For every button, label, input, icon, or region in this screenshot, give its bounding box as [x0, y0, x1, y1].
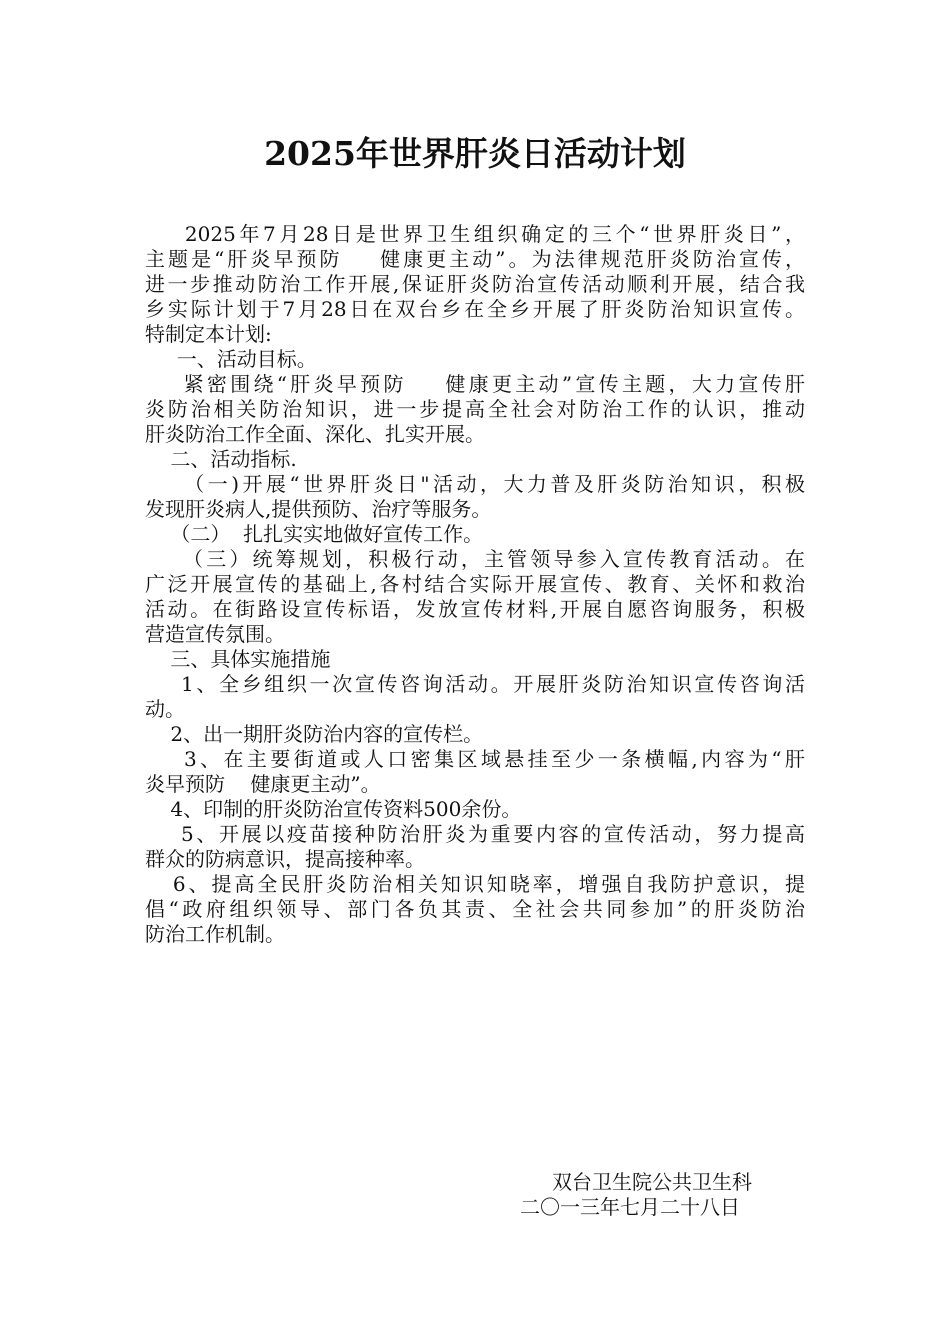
paragraph-line: （二） 扎扎实实地做好宣传工作。: [145, 522, 484, 546]
document-body: [145, 222, 805, 947]
paragraph-line: 倡“政府组织领导、部门各负其责、全社会共同参加”的肝炎防治: [145, 897, 805, 921]
paragraph-line: 3、在主要街道或人口密集区域悬挂至少一条横幅,内容为“肝: [145, 747, 805, 771]
paragraph-line: 动。: [145, 697, 185, 721]
section-heading: 一、活动目标。: [145, 347, 317, 371]
section-heading: 二、活动指标.: [145, 447, 297, 471]
signature-org: 双台卫生院公共卫生科: [552, 1170, 752, 1194]
paragraph-line: 营造宣传氛围。: [145, 622, 285, 646]
paragraph-line: 2、出一期肝炎防治内容的宣传栏。: [145, 722, 484, 746]
paragraph-line: 活动。在街路设宣传标语，发放宣传材料,开展自愿咨询服务，积极: [145, 597, 805, 621]
paragraph-line: 2025年7月28日是世界卫生组织确定的三个“世界肝炎日”，: [145, 222, 805, 246]
section-heading: 三、具体实施措施: [145, 647, 331, 671]
paragraph-line: 4、印制的肝炎防治宣传资料500余份。: [145, 797, 522, 821]
paragraph-line: 6、提高全民肝炎防治相关知识知晓率，增强自我防护意识，提: [145, 872, 805, 896]
paragraph-line: 主题是“肝炎早预防 健康更主动”。为法律规范肝炎防治宣传，: [145, 247, 805, 271]
paragraph-line: 广泛开展宣传的基础上,各村结合实际开展宣传、教育、关怀和救治: [145, 572, 805, 596]
paragraph-line: 紧密围绕“肝炎早预防 健康更主动”宣传主题，大力宣传肝: [145, 372, 805, 396]
paragraph-line: 群众的防病意识，提高接种率。: [145, 847, 425, 871]
paragraph-line: 防治工作机制。: [145, 922, 285, 946]
page-title: 2025年世界肝炎日活动计划: [264, 134, 686, 173]
paragraph-line: 5、开展以疫苗接种防治肝炎为重要内容的宣传活动，努力提高: [145, 822, 805, 846]
signature-date: 二〇一三年七月二十八日: [520, 1195, 740, 1219]
paragraph-line: （三）统筹规划，积极行动，主管领导参入宣传教育活动。在: [145, 547, 805, 571]
paragraph-line: 特制定本计划:: [145, 322, 272, 346]
paragraph-line: 炎防治相关防治知识，进一步提高全社会对防治工作的认识，推动: [145, 397, 805, 421]
paragraph-line: （一)开展“世界肝炎日"活动，大力普及肝炎防治知识，积极: [145, 472, 805, 496]
paragraph-line: 肝炎防治工作全面、深化、扎实开展。: [145, 422, 485, 446]
paragraph-line: 发现肝炎病人,提供预防、治疗等服务。: [145, 497, 492, 521]
paragraph-line: 炎早预防 健康更主动”。: [145, 772, 381, 796]
paragraph-line: 乡实际计划于7月28日在双台乡在全乡开展了肝炎防治知识宣传。: [145, 297, 805, 321]
paragraph-line: 1、全乡组织一次宣传咨询活动。开展肝炎防治知识宣传咨询活: [145, 672, 805, 696]
paragraph-line: 进一步推动防治工作开展,保证肝炎防治宣传活动顺利开展，结合我: [145, 272, 805, 296]
